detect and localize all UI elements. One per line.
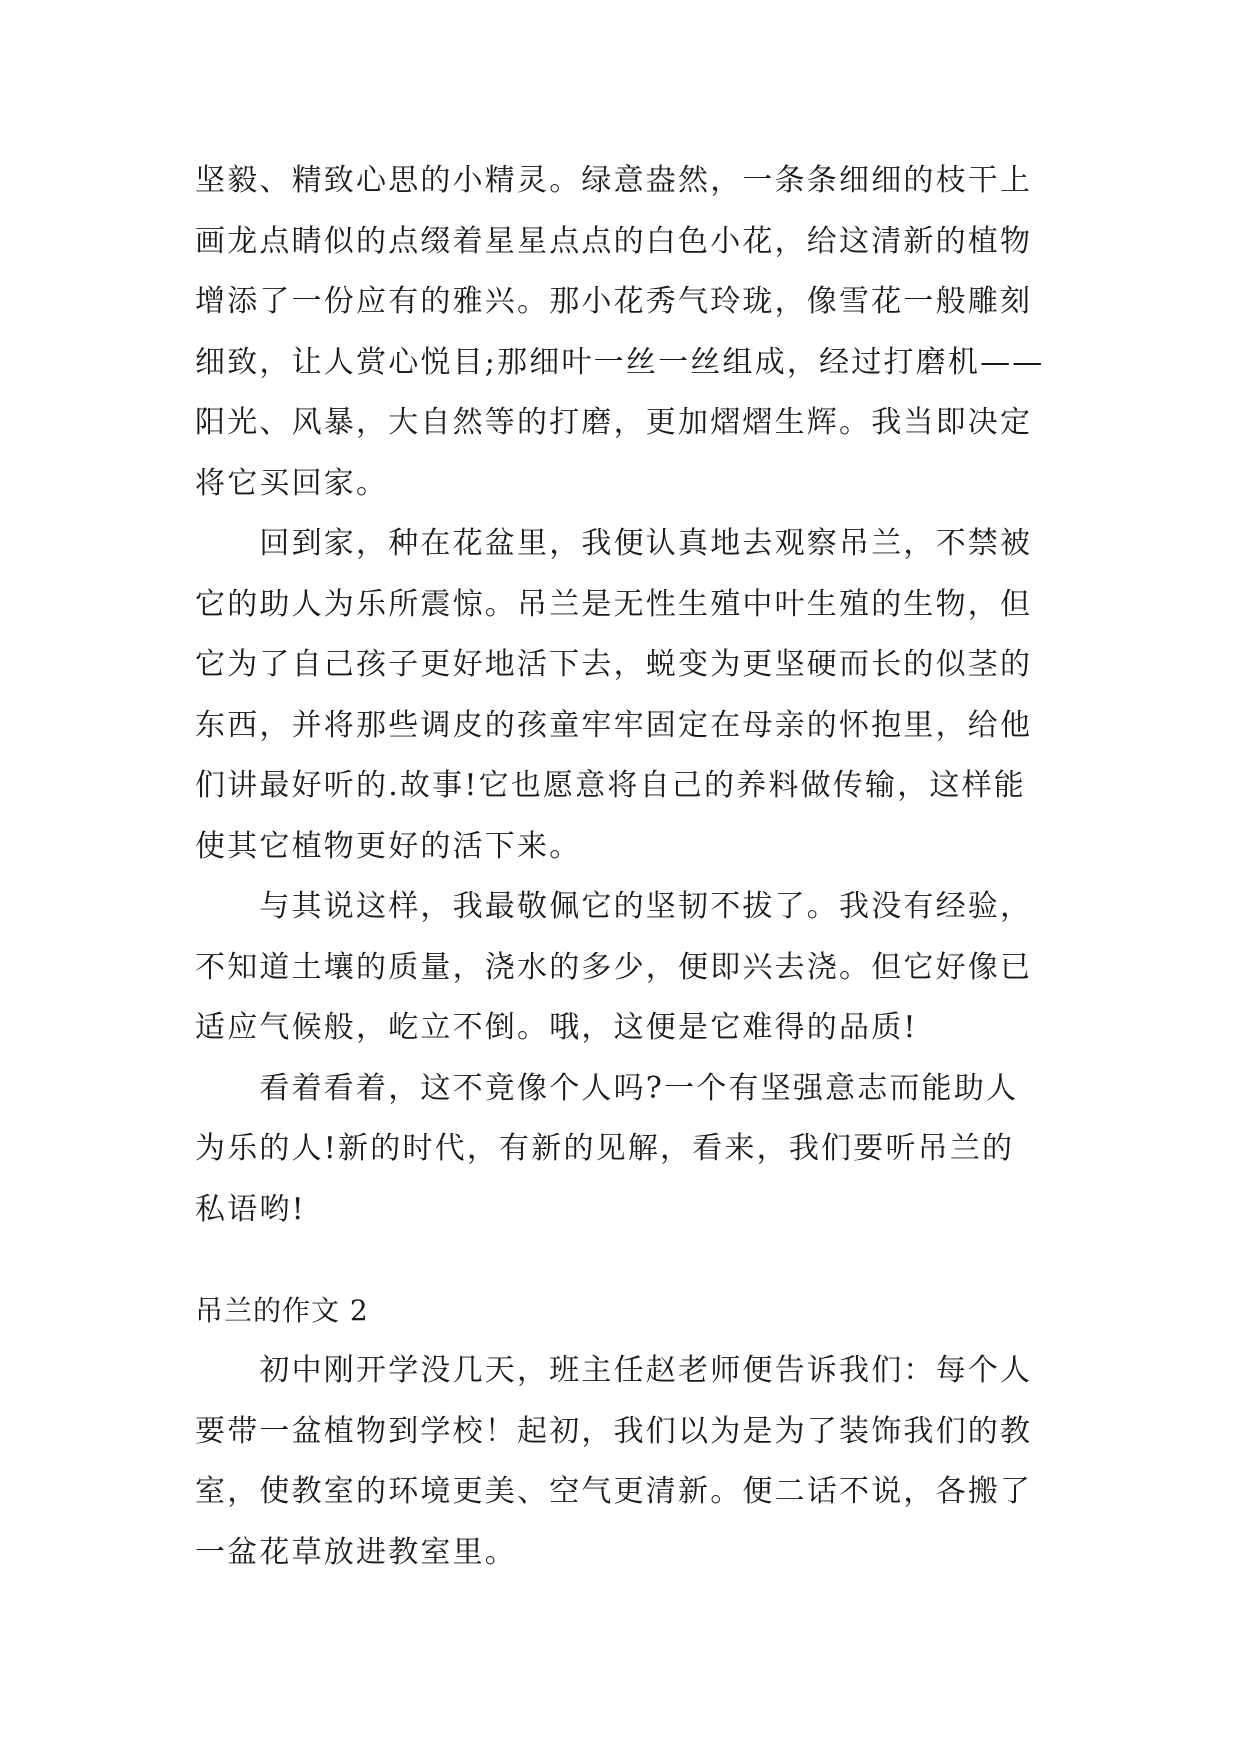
text-line: 回到家，种在花盆里，我便认真地去观察吊兰，不禁被 (195, 526, 1033, 561)
text-line: 看着看着，这不竟像个人吗?一个有坚强意志而能助人 (195, 1071, 1019, 1106)
text-line: 初中刚开学没几天，班主任赵老师便告诉我们：每个人 (195, 1353, 1033, 1388)
section-heading: 吊兰的作文 2 (195, 1294, 369, 1327)
text-line: 私语哟! (195, 1192, 306, 1227)
text-line: 适应气候般，屹立不倒。哦，这便是它难得的品质! (195, 1010, 918, 1045)
text-line: 它为了自己孩子更好地活下去，蜕变为更坚硬而长的似茎的 (195, 647, 1033, 682)
text-line: 它的助人为乐所震惊。吊兰是无性生殖中叶生殖的生物，但 (195, 587, 1033, 622)
text-line: 与其说这样，我最敬佩它的坚韧不拔了。我没有经验， (195, 889, 1033, 924)
text-line: 使其它植物更好的活下来。 (195, 829, 582, 864)
text-line: 细致，让人赏心悦目;那细叶一丝一丝组成，经过打磨机—— (195, 345, 1045, 380)
text-line: 室，使教室的环境更美、空气更清新。便二话不说，各搬了 (195, 1474, 1033, 1509)
text-line: 阳光、风暴，大自然等的打磨，更加熠熠生辉。我当即决定 (195, 405, 1033, 440)
text-line: 东西，并将那些调皮的孩童牢牢固定在母亲的怀抱里，给他 (195, 708, 1033, 743)
text-line: 画龙点睛似的点缀着星星点点的白色小花，给这清新的植物 (195, 224, 1033, 259)
text-line: 们讲最好听的.故事!它也愿意将自己的养料做传输，这样能 (195, 768, 1026, 803)
text-line: 增添了一份应有的雅兴。那小花秀气玲珑，像雪花一般雕刻 (195, 284, 1033, 319)
text-line: 一盆花草放进教室里。 (195, 1535, 517, 1570)
text-line: 不知道土壤的质量，浇水的多少，便即兴去浇。但它好像已 (195, 950, 1033, 985)
text-line: 为乐的人!新的时代，有新的见解，看来，我们要听吊兰的 (195, 1131, 1015, 1166)
text-line: 坚毅、精致心思的小精灵。绿意盎然，一条条细细的枝干上 (195, 163, 1033, 198)
text-line: 将它买回家。 (195, 466, 389, 501)
text-line: 要带一盆植物到学校！起初，我们以为是为了装饰我们的教 (195, 1414, 1033, 1449)
